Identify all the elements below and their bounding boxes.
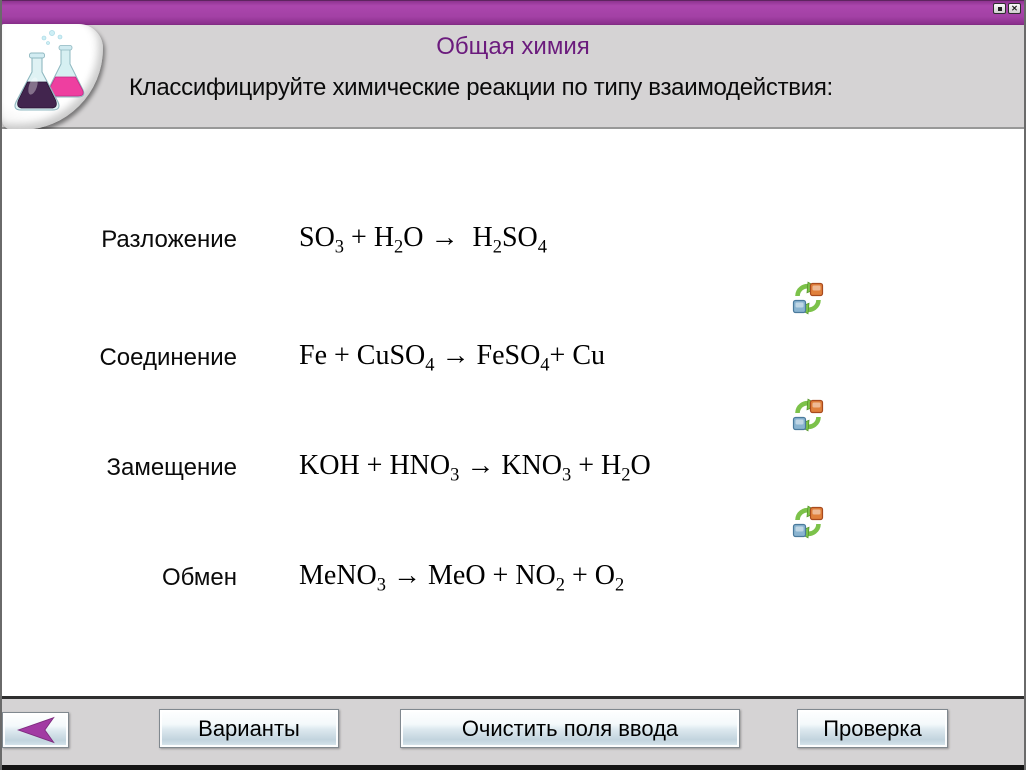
minimize-icon [998, 7, 1002, 11]
close-icon: ✕ [1011, 3, 1018, 13]
header [2, 25, 1024, 129]
swap-reactions-button[interactable] [791, 398, 825, 432]
clear-fields-button[interactable]: Очистить поля ввода [400, 709, 740, 748]
swap-icon [791, 281, 825, 315]
task-instruction: Классифицируйте химические реакции по типу взаимодействия: [129, 74, 833, 101]
swap-reactions-button[interactable] [791, 281, 825, 315]
swap-icon [791, 505, 825, 539]
reaction-row [2, 212, 547, 268]
back-arrow-icon [6, 715, 66, 745]
window-controls [993, 3, 1021, 14]
swap-reactions-button[interactable] [791, 505, 825, 539]
swap-icon [791, 398, 825, 432]
reaction-equation: $SO_3 + H_2O \to H_2SO_4$ [299, 222, 547, 257]
reaction-row [2, 550, 624, 606]
main-area [2, 129, 1024, 696]
reaction-type-label: Разложение [101, 226, 237, 253]
close-button[interactable] [1008, 3, 1021, 14]
page-title: Общая химия [436, 33, 590, 60]
variants-button[interactable]: Варианты [159, 709, 339, 748]
footer [2, 696, 1024, 765]
reaction-type-label: Соединение [99, 344, 237, 371]
titlebar [2, 0, 1024, 25]
reaction-equation: KOH + $HNO_3 \to KNO_3 + H_2O$ [299, 450, 651, 485]
reaction-equation: MeNO$_3$ → MeO + $NO_2 + O_2$ [299, 560, 625, 595]
minimize-button[interactable] [993, 3, 1006, 14]
check-button[interactable]: Проверка [797, 709, 948, 748]
window-bottom-edge [2, 765, 1024, 770]
reaction-equation: Fe + CuSO$_4$ → FeSO$_4$+ Cu [299, 340, 605, 375]
reaction-row [2, 330, 605, 386]
reaction-type-label: Замещение [106, 454, 237, 481]
reaction-row [2, 440, 651, 496]
back-button[interactable] [2, 712, 69, 748]
reaction-type-label: Обмен [162, 564, 237, 591]
